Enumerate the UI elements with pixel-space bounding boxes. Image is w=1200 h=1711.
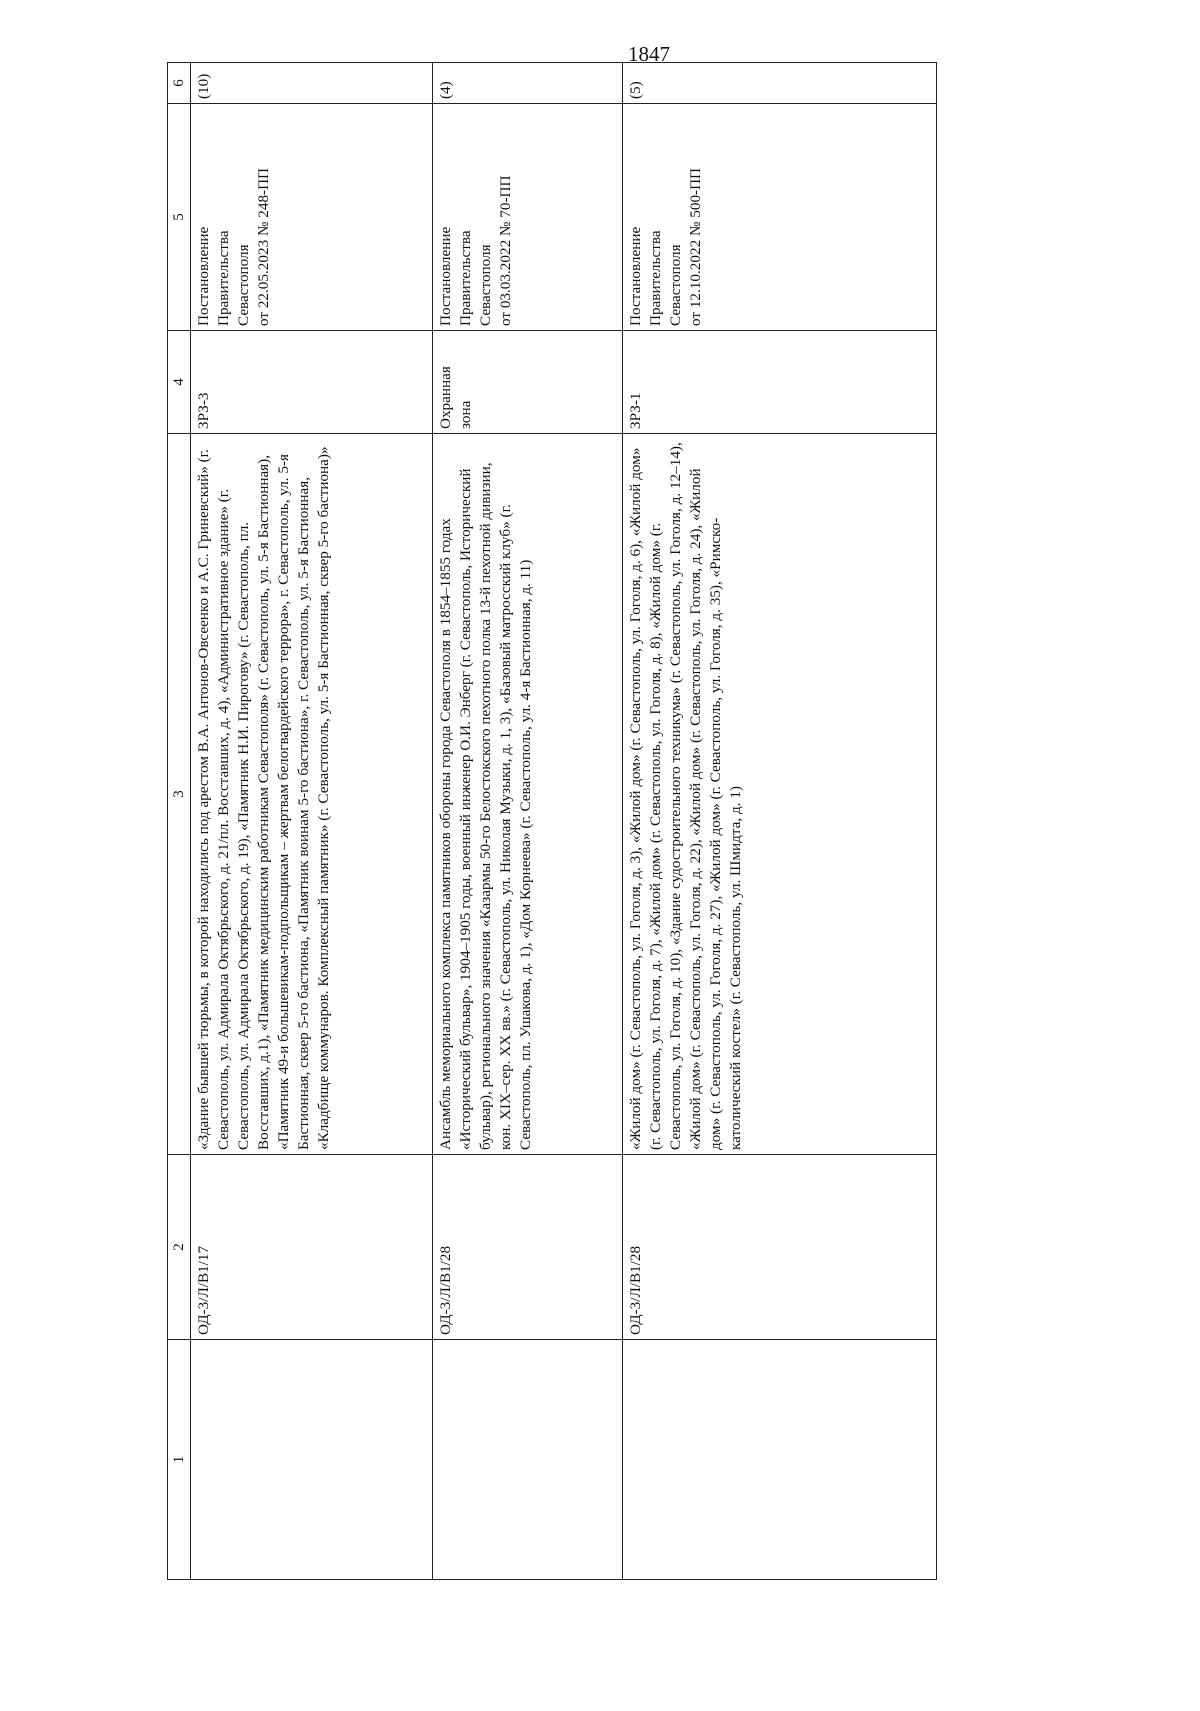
table-row [623,63,937,1580]
cell-ref: (5) [623,63,937,104]
cell-code: ОД-3/Л/В1/28 [623,1155,937,1340]
column-header-1: 1 [168,1340,191,1580]
cell-objects: «Здание бывшей тюрьмы, в которой находились под арестом В.А. Антонов-Овсеенко и А.С. Гриневский» (г. Севастополь, ул. Адмирала Октябрьского, д. 21/пл. Восставших, д. 4), «Административное здание» (г. Севастополь, ул. Адмирала Октябрьского, д. 19), «Памятник Н.И. Пирогову» (г. Севастополь, пл. Восставших, д.1), «Памятник медицинским работникам Севастополя» (г. Севастополь, ул. 5-я Бастионная), «Памятник 49-и большевикам-подпольщикам – жертвам белогвардейского террора», г. Севастополь, ул. 5-я Бастионная, сквер 5-го бастиона, «Памятник воинам 5-го бастиона», г. Севастополь, ул. 5-я Бастионная, «Кладбище коммунаров. Комплексный памятник» (г. Севастополь, ул. 5-я Бастионная, сквер 5-го бастиона)» [191,434,433,1155]
cell-resolution: Постановление Правительства Севастополя от 22.05.2023 № 248-ПП [191,104,433,331]
column-header-6: 6 [168,63,191,104]
table-row [433,63,623,1580]
cell-objects: Ансамбль мемориального комплекса памятников обороны города Севастополя в 1854–1855 годах «Исторический бульвар», 1904–1905 годы, военный инженер О.И. Энберг (г. Севастополь, Исторический бульвар), регионального значения «Казармы 50-го Белостокского пехотного полка 13-й пехотной дивизии, кон. XIX–сер. XX вв.» (г. Севастополь, ул. Николая Музыки, д. 1, 3), «Базовый матросский клуб» (г. Севастополь, пл. Ушакова, д. 1), «Дом Корнеева» (г. Севастополь, ул. 4-я Бастионная, д. 11) [433,434,623,1155]
cell-objects: «Жилой дом» (г. Севастополь, ул. Гоголя, д. 3), «Жилой дом» (г. Севастополь, ул. Гоголя, д. 6), «Жилой дом» (г. Севастополь, ул. Гоголя, д. 7), «Жилой дом» (г. Севастополь, ул. Гоголя, д. 8), «Жилой дом» (г. Севастополь, ул. Гоголя, д. 10), «Здание судостроительного техникума» (г. Севастополь, ул. Гоголя, д. 12–14), «Жилой дом» (г. Севастополь, ул. Гоголя, д. 22), «Жилой дом» (г. Севастополь, ул. Гоголя, д. 24), «Жилой дом» (г. Севастополь, ул. Гоголя, д. 27), «Жилой дом» (г. Севастополь, ул. Гоголя, д. 35), «Римско-католический костел» (г. Севастополь, ул. Шмидта, д. 1) [623,434,937,1155]
cell-resolution: Постановление Правительства Севастополя от 03.03.2022 № 70-ПП [433,104,623,331]
cell-number [433,1340,623,1580]
cell-number [191,1340,433,1580]
table-header-row [168,63,191,1580]
column-header-4: 4 [168,331,191,434]
cell-number [623,1340,937,1580]
cell-code: ОД-3/Л/В1/17 [191,1155,433,1340]
zones-table [167,62,937,1580]
cell-zone: Охранная зона [433,331,623,434]
column-header-5: 5 [168,104,191,331]
column-header-2: 2 [168,1155,191,1340]
rotated-table-frame [167,73,937,1580]
cell-ref: (4) [433,63,623,104]
cell-ref: (10) [191,63,433,104]
cell-code: ОД-3/Л/В1/28 [433,1155,623,1340]
cell-resolution: Постановление Правительства Севастополя от 12.10.2022 № 500-ПП [623,104,937,331]
cell-zone: ЗРЗ-3 [191,331,433,434]
cell-zone: ЗРЗ-1 [623,331,937,434]
table-row [191,63,433,1580]
column-header-3: 3 [168,434,191,1155]
page-number: 1847 [628,42,670,66]
